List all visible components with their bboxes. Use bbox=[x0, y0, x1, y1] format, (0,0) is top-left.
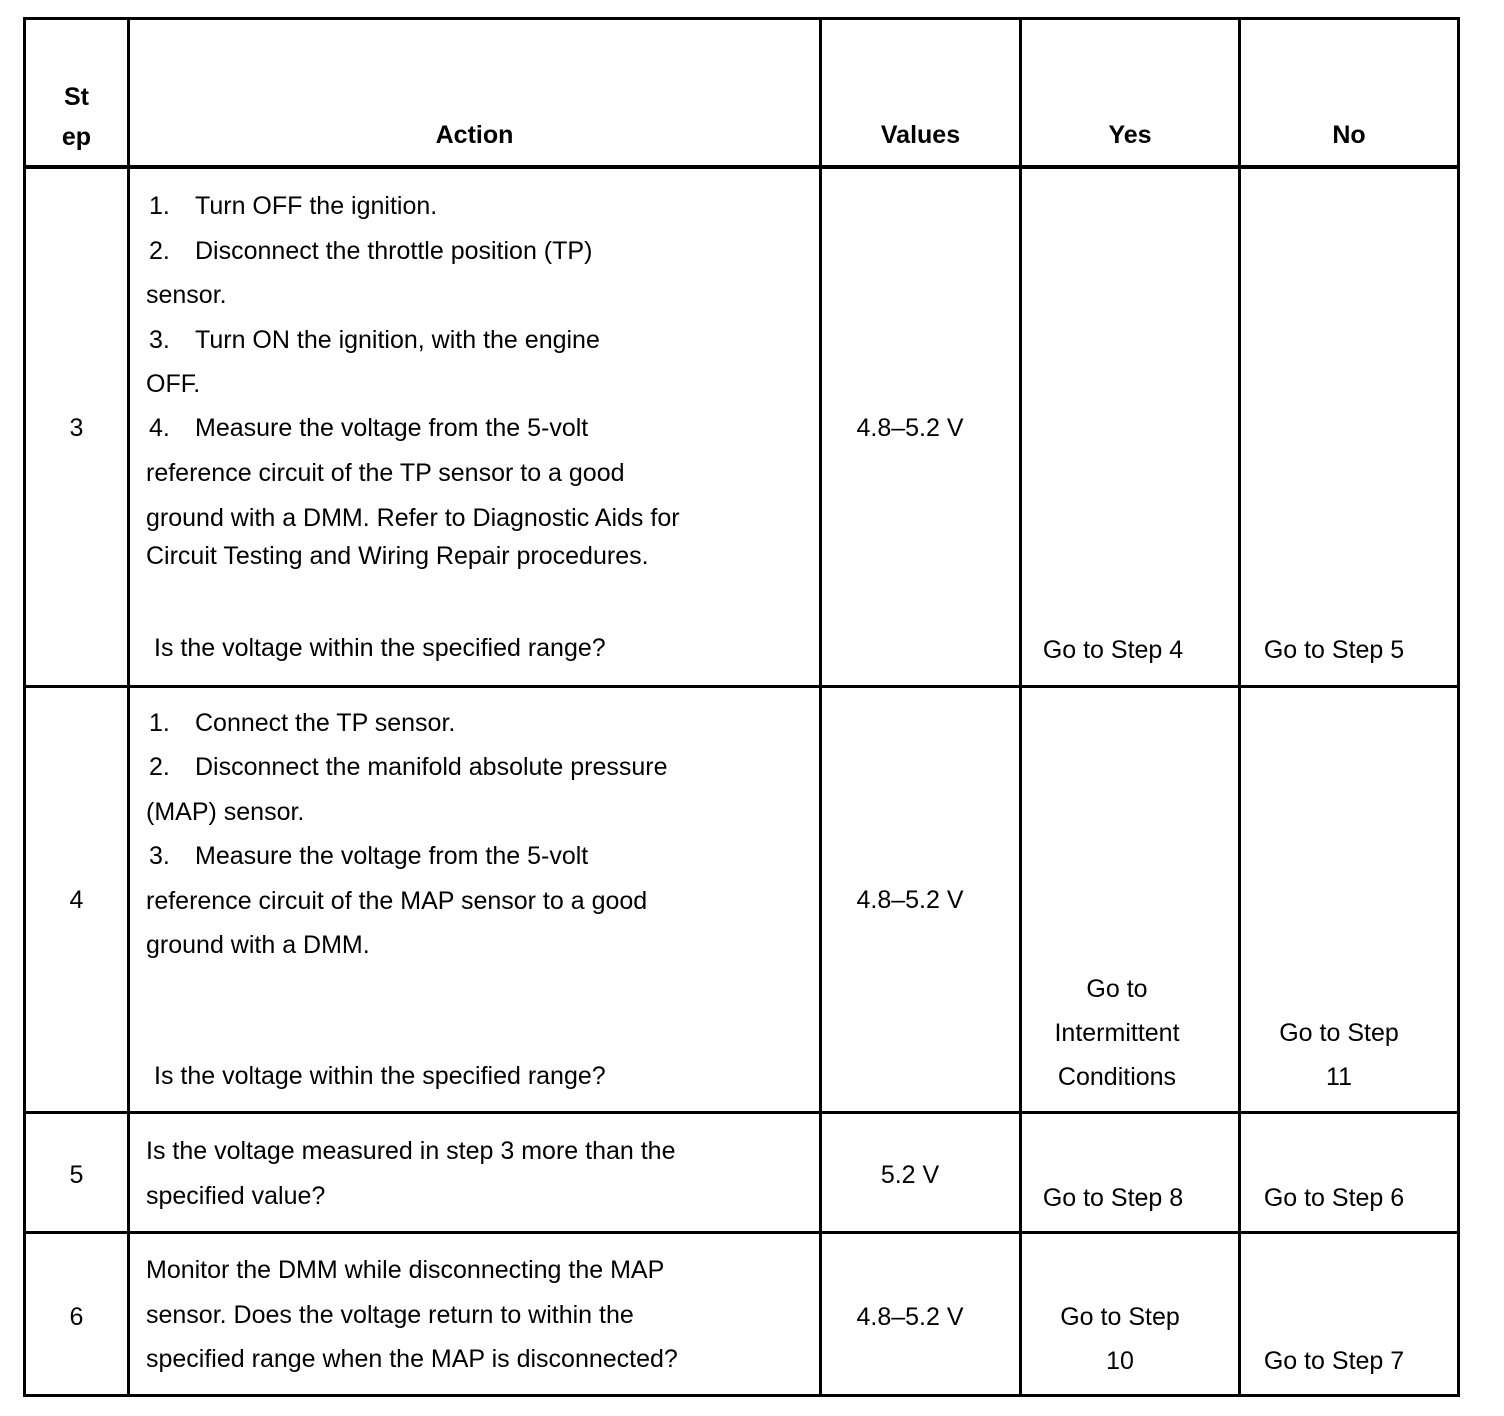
yes-line: Conditions bbox=[1057, 1063, 1177, 1091]
action-line bbox=[149, 192, 437, 221]
action-text: Disconnect the manifold absolute pressure bbox=[195, 753, 668, 781]
row-divider bbox=[26, 685, 1457, 688]
action-text: ground with a DMM. bbox=[146, 931, 370, 959]
action-num: 3. bbox=[149, 842, 170, 870]
action-line bbox=[149, 753, 668, 782]
action-line bbox=[149, 237, 592, 266]
header-yes: Yes bbox=[1108, 121, 1152, 149]
action-text: specified range when the MAP is disconnected? bbox=[146, 1345, 678, 1373]
action-num: 3. bbox=[149, 326, 170, 354]
action-line bbox=[146, 459, 625, 488]
no-line: Go to Step 7 bbox=[1263, 1347, 1405, 1375]
action-text: sensor. bbox=[146, 281, 227, 309]
yes-line: Go to Step 8 bbox=[1042, 1184, 1184, 1212]
yes-line: Go to Step 4 bbox=[1042, 636, 1184, 664]
column-divider bbox=[127, 20, 130, 1394]
row-divider bbox=[26, 165, 1457, 169]
action-text: OFF. bbox=[146, 370, 201, 398]
no-line: Go to Step 5 bbox=[1263, 636, 1405, 664]
action-line bbox=[146, 1301, 634, 1330]
action-line bbox=[149, 414, 588, 443]
action-line bbox=[146, 370, 200, 399]
row-divider bbox=[26, 1111, 1457, 1114]
diagnostic-table bbox=[23, 17, 1460, 1397]
action-line bbox=[146, 504, 680, 533]
yes-line: Go to bbox=[1086, 975, 1148, 1003]
value-range: 4.8–5.2 V bbox=[856, 1303, 964, 1331]
action-line bbox=[149, 709, 455, 738]
action-text: Circuit Testing and Wiring Repair procedures. bbox=[146, 542, 649, 570]
value-range: 4.8–5.2 V bbox=[856, 414, 964, 442]
action-line bbox=[146, 887, 647, 916]
action-line bbox=[146, 1256, 664, 1285]
action-num: 1. bbox=[149, 709, 170, 737]
action-text: specified value? bbox=[146, 1182, 326, 1210]
action-question: Is the voltage within the specified range? bbox=[154, 1062, 606, 1090]
header-step-line: ep bbox=[61, 123, 92, 151]
action-line bbox=[146, 1345, 678, 1374]
no-result bbox=[1241, 1176, 1427, 1220]
action-text: Is the voltage measured in step 3 more than the bbox=[146, 1137, 676, 1165]
action-line bbox=[149, 326, 600, 355]
step-number: 6 bbox=[69, 1303, 84, 1331]
action-text: ground with a DMM. Refer to Diagnostic Aids for bbox=[146, 504, 680, 532]
yes-result bbox=[1022, 1295, 1218, 1383]
action-text: Measure the voltage from the 5-volt bbox=[195, 414, 589, 442]
action-num: 2. bbox=[149, 753, 170, 781]
action-line bbox=[146, 931, 370, 960]
step-number: 3 bbox=[69, 414, 84, 442]
action-line bbox=[146, 281, 227, 310]
action-line bbox=[146, 798, 304, 827]
step-number: 5 bbox=[69, 1161, 84, 1189]
action-text: Monitor the DMM while disconnecting the MAP bbox=[146, 1256, 665, 1284]
action-text: Disconnect the throttle position (TP) bbox=[195, 237, 593, 265]
no-result bbox=[1241, 628, 1427, 672]
no-result bbox=[1241, 1339, 1427, 1383]
action-line bbox=[149, 842, 588, 871]
action-text: reference circuit of the TP sensor to a good bbox=[146, 459, 625, 487]
header-step bbox=[26, 77, 127, 157]
action-text: Turn ON the ignition, with the engine bbox=[195, 326, 600, 354]
header-action: Action bbox=[435, 121, 514, 149]
yes-line: Go to Step bbox=[1060, 1303, 1180, 1331]
value-range: 5.2 V bbox=[880, 1161, 940, 1189]
yes-result bbox=[1022, 967, 1212, 1099]
action-text: sensor. Does the voltage return to within the bbox=[146, 1301, 634, 1329]
value-range: 4.8–5.2 V bbox=[856, 886, 964, 914]
action-num: 4. bbox=[149, 414, 170, 442]
header-step-line: St bbox=[64, 83, 89, 111]
action-num: 1. bbox=[149, 192, 170, 220]
action-text: (MAP) sensor. bbox=[146, 798, 305, 826]
action-line bbox=[146, 1137, 675, 1166]
no-line: Go to Step 6 bbox=[1263, 1184, 1405, 1212]
action-text: Measure the voltage from the 5-volt bbox=[195, 842, 589, 870]
yes-result bbox=[1022, 1176, 1204, 1220]
action-line bbox=[146, 1182, 325, 1211]
yes-line: 10 bbox=[1106, 1347, 1134, 1375]
action-line bbox=[146, 542, 649, 571]
header-values: Values bbox=[880, 121, 961, 149]
row-divider bbox=[26, 1231, 1457, 1234]
action-text: reference circuit of the MAP sensor to a good bbox=[146, 887, 648, 915]
no-line: Go to Step bbox=[1279, 1019, 1399, 1047]
action-text: Turn OFF the ignition. bbox=[195, 192, 438, 220]
step-number: 4 bbox=[69, 886, 84, 914]
no-result bbox=[1241, 1011, 1437, 1099]
yes-result bbox=[1022, 628, 1204, 672]
header-no: No bbox=[1332, 121, 1366, 149]
action-num: 2. bbox=[149, 237, 170, 265]
yes-line: Intermittent bbox=[1054, 1019, 1180, 1047]
action-text: Connect the TP sensor. bbox=[195, 709, 456, 737]
action-question: Is the voltage within the specified range? bbox=[154, 634, 606, 662]
no-line: 11 bbox=[1326, 1063, 1352, 1091]
